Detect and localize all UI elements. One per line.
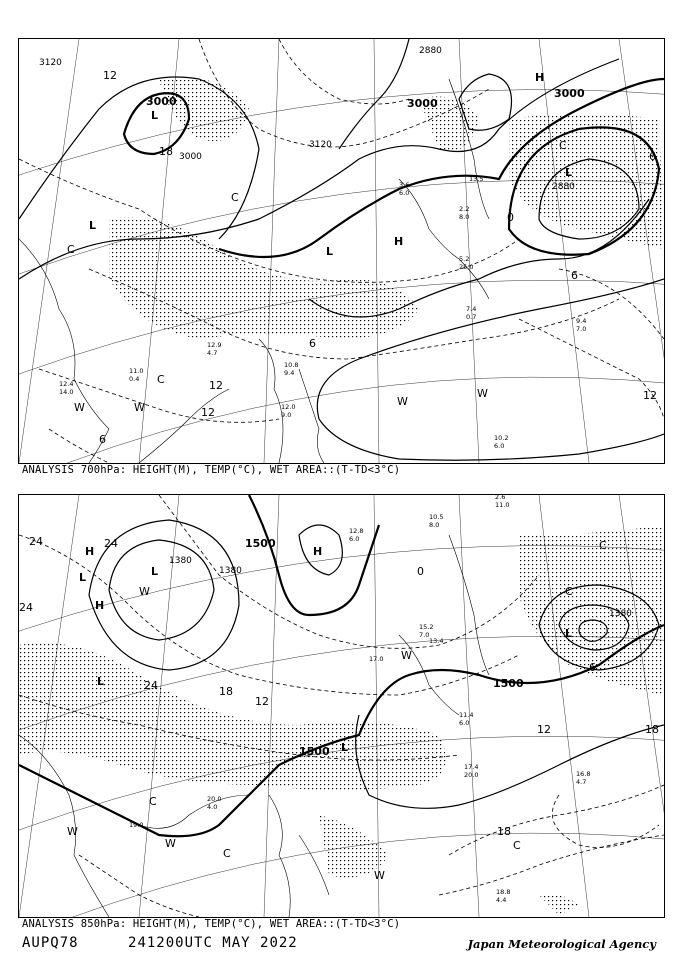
station-value: 2.2 [459, 205, 470, 213]
height-label: 3120 [309, 140, 332, 150]
low-center-symbol: L [89, 219, 97, 232]
warm-center-symbol: W [74, 401, 85, 414]
station-value: 13.5 [469, 175, 484, 183]
height-label: 2880 [419, 46, 442, 56]
station-value: 10.5 [429, 513, 444, 521]
caption-700hpa: ANALYSIS 700hPa: HEIGHT(M), TEMP(°C), WET AREA::(T-TD<3°C) [22, 464, 401, 476]
height-label: 3120 [39, 58, 62, 68]
height-label: 1380 [219, 566, 242, 576]
low-center-symbol: L [326, 245, 334, 258]
cold-center-symbol: C [599, 539, 607, 552]
station-value: 10.8 [284, 361, 299, 369]
station-value: 11.0 [129, 367, 144, 375]
station-value: 19.0 [129, 821, 144, 829]
cold-center-symbol: C [565, 585, 573, 598]
station-value: 8.0 [429, 521, 440, 529]
wet-area [109, 77, 664, 339]
temp-label: 6 [99, 433, 106, 446]
temp-label: 24 [144, 679, 158, 692]
map-850hpa-canvas [19, 495, 664, 917]
temp-label: 12 [537, 723, 551, 736]
temp-label: 18 [645, 723, 659, 736]
temp-label: 24 [19, 601, 33, 614]
cold-center-symbol: C [149, 795, 157, 808]
chart-code: AUPQ78 [22, 935, 79, 951]
station-value: 16.8 [576, 770, 591, 778]
warm-center-symbol: W [477, 387, 488, 400]
temp-label: 12 [643, 389, 657, 402]
station-value: 6.0 [399, 189, 410, 197]
station-value: 3.6 [399, 181, 410, 189]
cold-center-symbol: C [67, 243, 75, 256]
high-center-symbol: H [85, 545, 95, 558]
station-value: 17.0 [369, 655, 384, 663]
temp-label: 12 [255, 695, 269, 708]
temp-label: 12 [209, 379, 223, 392]
low-center-symbol: L [565, 166, 573, 179]
analysis-850hpa-map [18, 494, 665, 918]
station-value: 5.2 [459, 255, 470, 263]
cold-center-symbol: C [559, 139, 567, 152]
warm-center-symbol: W [401, 649, 412, 662]
station-value: 6.0 [459, 719, 470, 727]
low-center-symbol: L [79, 571, 87, 584]
station-value: 2.6 [495, 495, 506, 501]
temp-label: 6 [309, 337, 316, 350]
analysis-700hpa-map [18, 38, 665, 464]
station-value: 18.8 [496, 888, 511, 896]
map-700hpa-canvas [19, 39, 664, 463]
height-label: 1500 [245, 537, 276, 550]
station-value: 20.0 [207, 795, 222, 803]
station-value: 12.8 [349, 527, 364, 535]
valid-datetime: 241200UTC MAY 2022 [128, 935, 298, 951]
station-value: 7.4 [466, 305, 477, 313]
station-value: 11.0 [495, 501, 510, 509]
station-value: 11.4 [459, 711, 474, 719]
temp-label: 6 [649, 150, 656, 163]
station-value: 9.4 [576, 317, 587, 325]
agency-credit: Japan Meteorological Agency [467, 937, 656, 951]
station-value: 0.7 [466, 313, 477, 321]
warm-center-symbol: W [165, 837, 176, 850]
high-center-symbol: H [95, 599, 105, 612]
low-center-symbol: L [565, 627, 573, 640]
height-label: 3000 [554, 87, 585, 100]
station-value: 17.4 [464, 763, 479, 771]
cold-center-symbol: C [223, 847, 231, 860]
warm-center-symbol: W [134, 401, 145, 414]
temp-label: 6 [589, 661, 596, 674]
station-value: 6.0 [349, 535, 360, 543]
station-value: 4.7 [576, 778, 587, 786]
station-value: 0.4 [129, 375, 140, 383]
station-value: 4.4 [496, 896, 507, 904]
height-label: 2880 [552, 182, 575, 192]
height-label: 3000 [146, 95, 177, 108]
cold-center-symbol: C [231, 191, 239, 204]
station-value: 7.0 [576, 325, 587, 333]
station-value: 9.0 [281, 411, 292, 419]
station-value: 15.2 [419, 623, 434, 631]
chart-footer [22, 935, 298, 951]
warm-center-symbol: W [397, 395, 408, 408]
temp-label: 18 [159, 145, 173, 158]
station-value: 4.7 [207, 349, 218, 357]
station-value: 12.4 [59, 380, 74, 388]
station-value: 25.0 [459, 263, 474, 271]
caption-850hpa: ANALYSIS 850hPa: HEIGHT(M), TEMP(°C), WET AREA::(T-TD<3°C) [22, 918, 401, 930]
height-label: 3000 [407, 97, 438, 110]
station-value: 8.0 [459, 213, 470, 221]
height-label: 1500 [493, 677, 524, 690]
height-label: 1380 [169, 556, 192, 566]
station-value: 13.4 [429, 637, 444, 645]
temp-label: 24 [104, 537, 118, 550]
station-value: 14.0 [59, 388, 74, 396]
cold-center-symbol: C [513, 839, 521, 852]
temp-label: 24 [29, 535, 43, 548]
temp-label: 0 [417, 565, 424, 578]
height-label: 1500 [299, 745, 330, 758]
station-value: 4.0 [207, 803, 218, 811]
station-value: 12.0 [281, 403, 296, 411]
low-center-symbol: L [341, 741, 349, 754]
temp-label: 18 [497, 825, 511, 838]
warm-center-symbol: W [139, 585, 150, 598]
temp-label: 6 [571, 269, 578, 282]
cold-center-symbol: C [157, 373, 165, 386]
low-center-symbol: L [151, 565, 159, 578]
temp-label: 0 [507, 211, 514, 224]
high-center-symbol: H [313, 545, 323, 558]
temp-label: 12 [103, 69, 117, 82]
station-value: 6.0 [494, 442, 505, 450]
high-center-symbol: H [394, 235, 404, 248]
station-value: 9.4 [284, 369, 295, 377]
warm-center-symbol: W [67, 825, 78, 838]
station-value: 12.9 [207, 341, 222, 349]
temp-label: 18 [219, 685, 233, 698]
temp-label: 12 [201, 406, 215, 419]
station-value: 20.0 [464, 771, 479, 779]
high-center-symbol: H [535, 71, 545, 84]
low-center-symbol: L [151, 109, 159, 122]
low-center-symbol: L [97, 675, 105, 688]
height-label: 3000 [179, 152, 202, 162]
station-value: 7.0 [419, 631, 430, 639]
warm-center-symbol: W [374, 869, 385, 882]
station-value: 10.2 [494, 434, 509, 442]
height-label: 1380 [609, 609, 632, 619]
